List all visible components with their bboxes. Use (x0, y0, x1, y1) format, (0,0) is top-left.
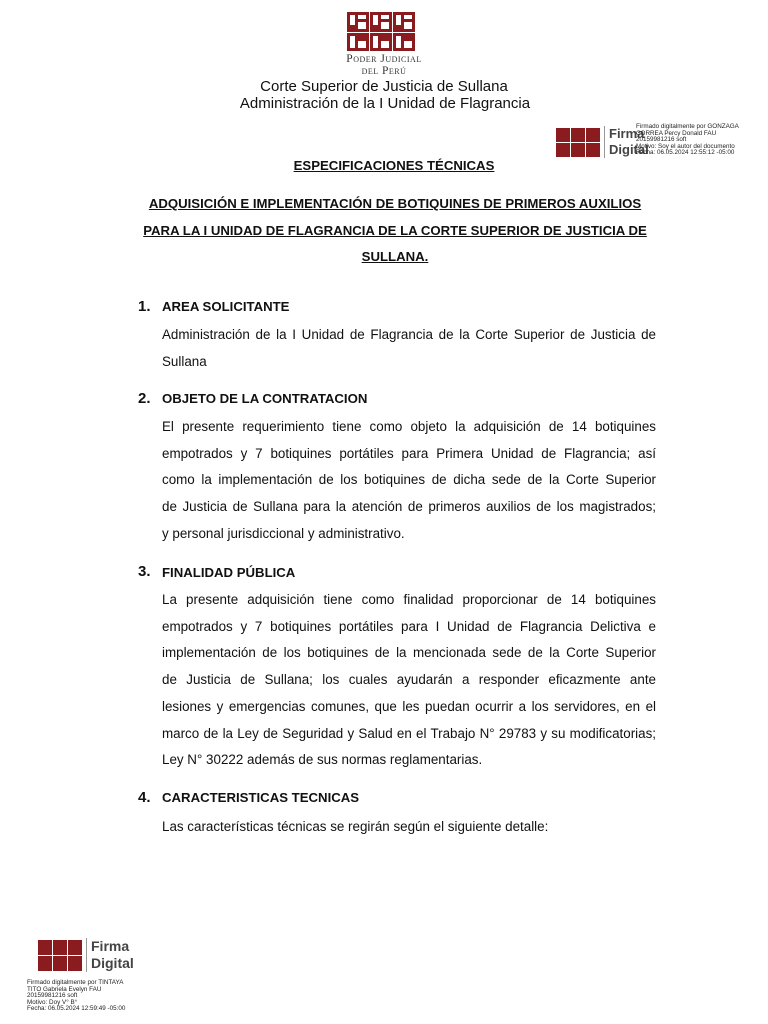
body-line: Administración de la I Unidad de Flagrancia de la Corte Superior de Justicia de (162, 327, 656, 342)
institution-name-line2: del Perú (361, 65, 407, 77)
body-line: de Justicia de Sullana para la atención de primeros auxilios de los magistrados; (162, 499, 656, 515)
body-line: empotrados y 7 botiquines portátiles para I Unidad de Flagrancia Delictiva e (162, 618, 656, 634)
firma-digital-logo-icon (38, 940, 82, 971)
signature-details-bottom: Firmado digitalmente por TINTAYA TITO Gabriela Evelyn FAU 20159981216 soft Motivo: Doy V° B° Fecha: 06.05.2024 12:59:49 -05:00 (27, 979, 126, 1013)
document-title-line: PARA LA I UNIDAD DE FLAGRANCIA DE LA CORTE SUPERIOR DE JUSTICIA DE (143, 222, 647, 238)
section-number: 4. (138, 789, 151, 806)
digital-signature-stamp-bottom (38, 938, 134, 972)
section-body (162, 414, 656, 548)
body-line: Las características técnicas se regirán según el siguiente detalle: (162, 819, 549, 834)
institution-name (300, 53, 468, 77)
firma-word: Firma (91, 938, 130, 954)
digital-signature-stamp-top (556, 126, 649, 158)
poder-judicial-emblem (340, 12, 422, 51)
court-name: Corte Superior de Justicia de Sullana (260, 78, 508, 95)
body-line: de Justicia de Sullana; los cuales ayudarán a responder eficazmente ante (162, 672, 656, 688)
firma-word: Firma (609, 126, 645, 141)
digital-word: Digital (91, 955, 134, 971)
body-line: empotrados y 7 botiquines portátiles para Primera Unidad de Flagrancia; así (162, 445, 656, 461)
institution-name-line1: Poder Judicial (346, 53, 422, 65)
section-number: 3. (138, 563, 151, 580)
digital-word: Digital (609, 142, 649, 157)
section-body (162, 322, 656, 375)
body-line: y personal jurisdiccional y administrativo. (162, 525, 405, 541)
section-body (162, 587, 656, 774)
section-heading: CARACTERISTICAS TECNICAS (162, 790, 360, 805)
body-line: El presente requerimiento tiene como objeto la adquisición de 14 botiquines (162, 419, 656, 434)
section-heading: AREA SOLICITANTE (162, 299, 290, 314)
body-line: como la implementación de los botiquines de dicha sede de la Corte Superior (162, 472, 656, 488)
signature-details-top: Firmado digitalmente por GONZAGA CORREA Percy Donald FAU 20159981216 soft Motivo: Soy el autor del documento Fecha: 06.05.2024 12:55:12 -05:00 (636, 123, 739, 157)
body-line: implementación de los botiquines de la mencionada sede de la Corte Superior (162, 645, 656, 661)
document-heading: ESPECIFICACIONES TÉCNICAS (293, 158, 495, 173)
document-title (0, 191, 768, 271)
body-line: Ley N° 30222 además de sus normas reglamentarias. (162, 752, 483, 768)
firma-digital-logo-icon (556, 128, 600, 157)
document-title-line: SULLANA. (361, 249, 429, 264)
poder-judicial-logo-icon (340, 12, 422, 32)
body-line: La presente adquisición tiene como finalidad proporcionar de 14 botiquines (162, 592, 656, 607)
section-number: 1. (138, 298, 151, 315)
section-heading: OBJETO DE LA CONTRATACION (162, 391, 368, 406)
document-title-line: ADQUISICIÓN E IMPLEMENTACIÓN DE BOTIQUINES DE PRIMEROS AUXILIOS (148, 196, 642, 211)
section-body (162, 814, 656, 841)
section-number: 2. (138, 390, 151, 407)
body-line: lesiones y emergencias comunes, que les puedan ocurrir a los servidores, en el (162, 698, 656, 714)
section-heading: FINALIDAD PÚBLICA (162, 565, 296, 580)
body-line: marco de la Ley de Seguridad y Salud en el Trabajo N° 29783 y su modificatorias; (162, 725, 656, 741)
body-line: Sullana (162, 353, 207, 369)
unit-name: Administración de la I Unidad de Flagrancia (239, 95, 531, 112)
